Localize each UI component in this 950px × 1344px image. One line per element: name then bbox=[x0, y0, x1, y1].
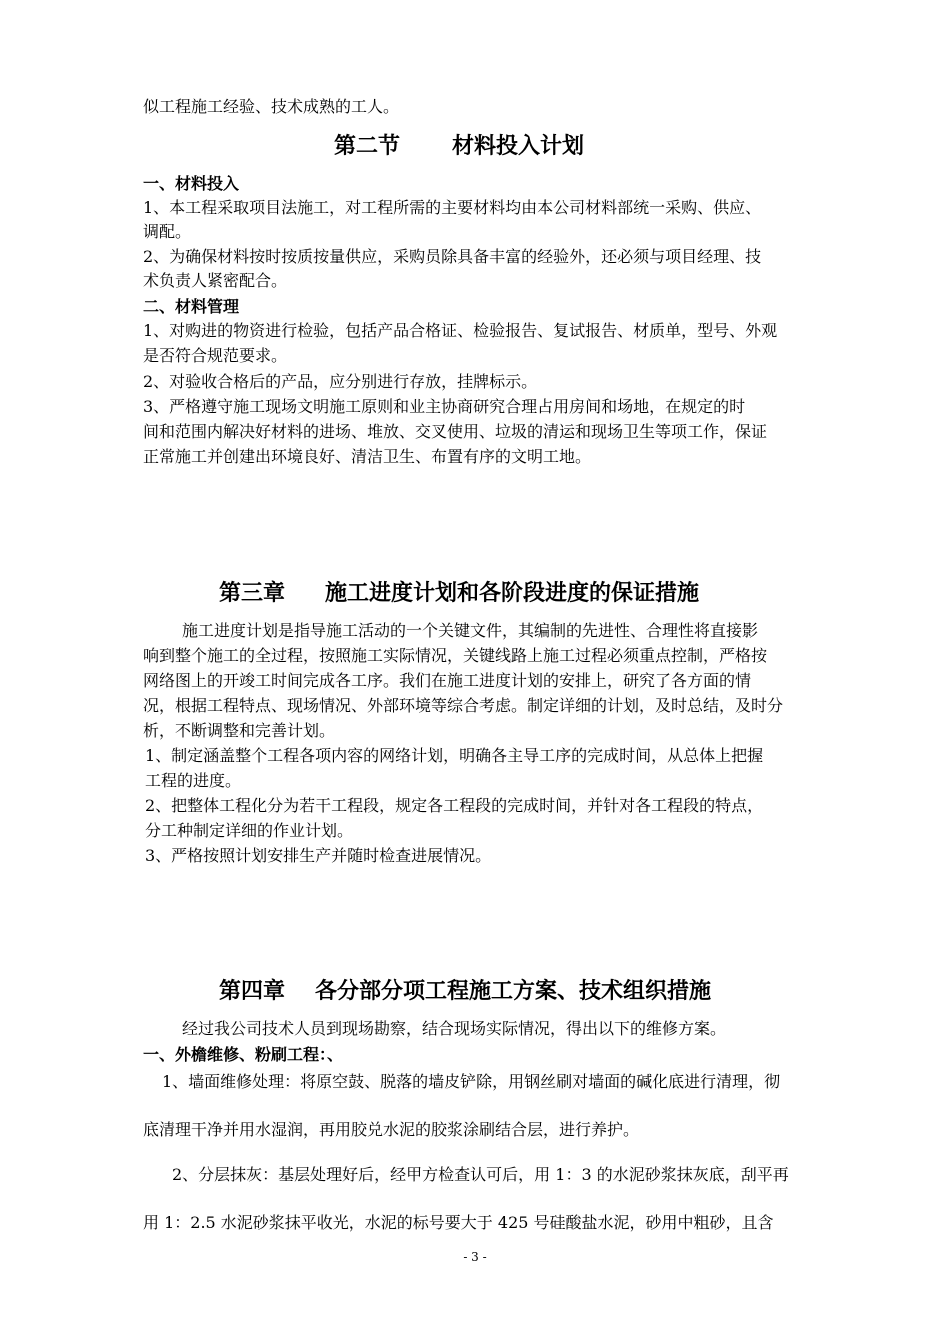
text-line: 施工进度计划是指导施工活动的一个关键文件，其编制的先进性、合理性将直接影 bbox=[182, 621, 759, 640]
subheading: 一、材料投入 bbox=[143, 174, 240, 193]
text-line: 析，不断调整和完善计划。 bbox=[143, 721, 336, 740]
subheading: 一、外檐维修、粉刷工程：、 bbox=[143, 1045, 344, 1064]
text-line: 似工程施工经验、技术成熟的工人。 bbox=[143, 97, 400, 116]
text-line: 2、分层抹灰：基层处理好后，经甲方检查认可后，用 1：3 的水泥砂浆抹灰底，刮平再 bbox=[172, 1165, 789, 1184]
text-line: 经过我公司技术人员到现场勘察，结合现场实际情况，得出以下的维修方案。 bbox=[182, 1019, 727, 1038]
text-line: 1、对购进的物资进行检验，包括产品合格证、检验报告、复试报告、材质单，型号、外观 bbox=[143, 321, 778, 340]
chapter-number: 第四章 bbox=[219, 978, 286, 1004]
chapter-number: 第三章 bbox=[219, 580, 286, 606]
text-line: 1、墙面维修处理：将原空鼓、脱落的墙皮铲除，用钢丝刷对墙面的碱化底进行清理，彻 bbox=[162, 1072, 781, 1091]
text-line: 2、为确保材料按时按质按量供应，采购员除具备丰富的经验外，还必须与项目经理、技 bbox=[143, 247, 762, 266]
text-line: 底清理干净并用水湿润，再用胶兑水泥的胶浆涂刷结合层，进行养护。 bbox=[143, 1120, 640, 1139]
text-line: 2、对验收合格后的产品，应分别进行存放，挂牌标示。 bbox=[143, 372, 538, 391]
section-heading bbox=[334, 132, 584, 160]
text-line: 间和范围内解决好材料的进场、堆放、交叉使用、垃圾的清运和现场卫生等项工作，保证 bbox=[143, 422, 768, 441]
text-line: 术负责人紧密配合。 bbox=[143, 271, 288, 290]
text-line: 分工种制定详细的作业计划。 bbox=[145, 821, 354, 840]
text-line: 况，根据工程特点、现场情况、外部环境等综合考虑。制定详细的计划，及时总结，及时分 bbox=[143, 696, 784, 715]
text-line: 响到整个施工的全过程，按照施工实际情况，关键线路上施工过程必须重点控制，严格按 bbox=[143, 646, 768, 665]
chapter-heading bbox=[219, 977, 711, 1005]
subheading: 二、材料管理 bbox=[143, 297, 240, 316]
text-line: 是否符合规范要求。 bbox=[143, 346, 288, 365]
text-line: 正常施工并创建出环境良好、清洁卫生、布置有序的文明工地。 bbox=[143, 447, 592, 466]
text-line: 3、严格按照计划安排生产并随时检查进展情况。 bbox=[145, 846, 492, 865]
chapter-heading bbox=[219, 579, 699, 607]
text-line: 3、严格遵守施工现场文明施工原则和业主协商研究合理占用房间和场地，在规定的时 bbox=[143, 397, 746, 416]
section-title: 材料投入计划 bbox=[452, 133, 585, 159]
page-number: - 3 - bbox=[463, 1250, 487, 1264]
chapter-title: 各分部分项工程施工方案、技术组织措施 bbox=[315, 978, 712, 1004]
text-line: 2、把整体工程化分为若干工程段，规定各工程段的完成时间，并针对各工程段的特点， bbox=[145, 796, 764, 815]
text-line: 调配。 bbox=[143, 222, 192, 241]
section-number: 第二节 bbox=[334, 133, 401, 159]
text-line: 用 1：2.5 水泥砂浆抹平收光，水泥的标号要大于 425 号硅酸盐水泥，砂用中粗砂，且含 bbox=[143, 1213, 774, 1232]
text-line: 工程的进度。 bbox=[145, 771, 242, 790]
text-line: 1、本工程采取项目法施工，对工程所需的主要材料均由本公司材料部统一采购、供应、 bbox=[143, 198, 762, 217]
text-line: 网络图上的开竣工时间完成各工序。我们在施工进度计划的安排上，研究了各方面的情 bbox=[143, 671, 752, 690]
chapter-title: 施工进度计划和各阶段进度的保证措施 bbox=[325, 580, 700, 606]
text-line: 1、制定涵盖整个工程各项内容的网络计划，明确各主导工序的完成时间，从总体上把握 bbox=[145, 746, 764, 765]
